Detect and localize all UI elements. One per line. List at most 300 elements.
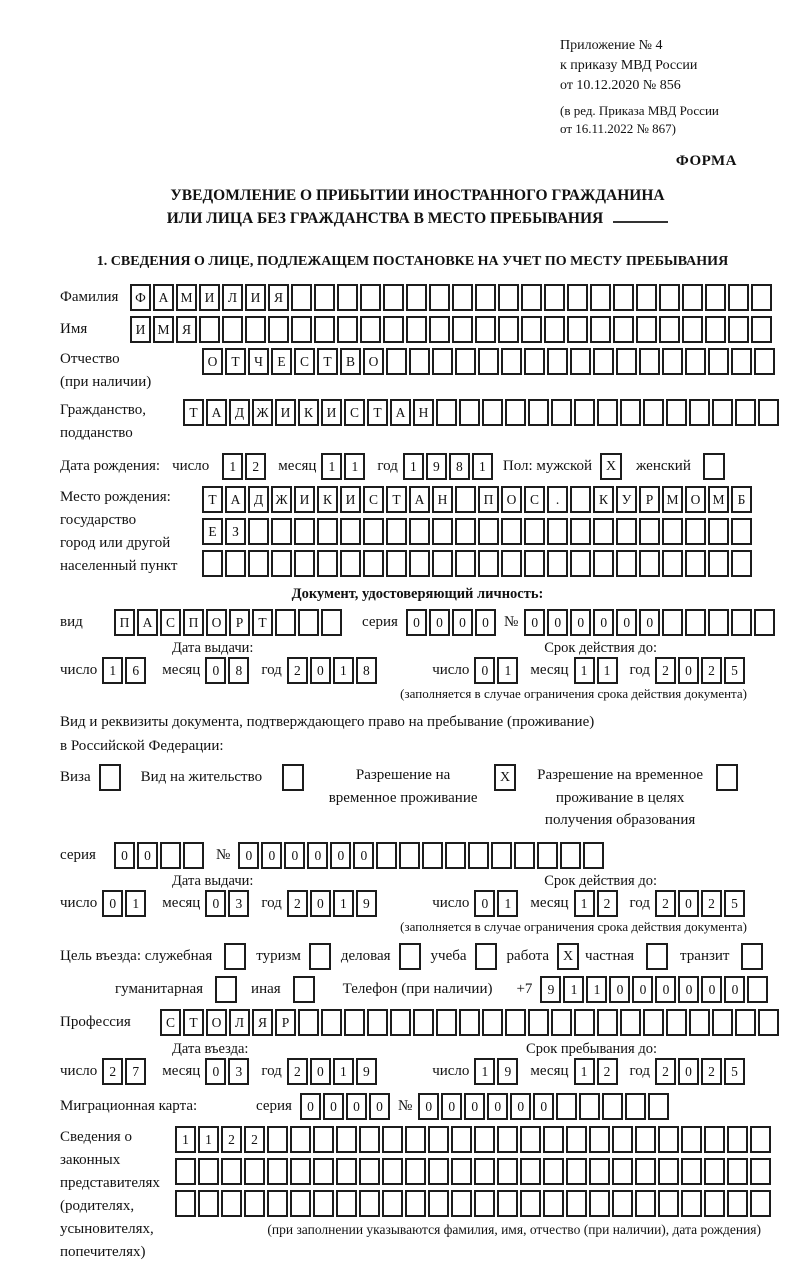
entry-year[interactable] — [287, 1058, 379, 1085]
char-cell[interactable] — [728, 316, 749, 343]
char-cell[interactable] — [505, 1009, 526, 1036]
char-cell[interactable] — [705, 284, 726, 311]
doc-valid-month[interactable] — [574, 657, 620, 684]
char-cell[interactable] — [198, 1158, 219, 1185]
char-cell[interactable]: 2 — [597, 1058, 618, 1085]
stay-issue-day[interactable] — [102, 890, 148, 917]
char-cell[interactable]: О — [206, 609, 227, 636]
char-cell[interactable] — [399, 842, 420, 869]
char-cell[interactable] — [754, 609, 775, 636]
stay-valid-year[interactable] — [655, 890, 747, 917]
char-cell[interactable] — [290, 1158, 311, 1185]
char-cell[interactable]: 0 — [346, 1093, 367, 1120]
stay-series-input[interactable] — [114, 842, 206, 869]
char-cell[interactable]: 0 — [300, 1093, 321, 1120]
char-cell[interactable]: . — [547, 486, 568, 513]
char-cell[interactable] — [451, 1158, 472, 1185]
stayuntil-year[interactable] — [655, 1058, 747, 1085]
char-cell[interactable]: О — [501, 486, 522, 513]
char-cell[interactable] — [750, 1158, 771, 1185]
char-cell[interactable] — [290, 1126, 311, 1153]
char-cell[interactable] — [382, 1190, 403, 1217]
char-cell[interactable]: Д — [229, 399, 250, 426]
char-cell[interactable] — [658, 1126, 679, 1153]
char-cell[interactable]: 1 — [574, 657, 595, 684]
char-cell[interactable] — [359, 1158, 380, 1185]
char-cell[interactable] — [405, 1126, 426, 1153]
purpose-official-checkbox[interactable] — [224, 943, 246, 970]
char-cell[interactable] — [521, 316, 542, 343]
char-cell[interactable] — [321, 1009, 342, 1036]
char-cell[interactable] — [428, 1126, 449, 1153]
char-cell[interactable]: П — [183, 609, 204, 636]
char-cell[interactable]: 1 — [222, 453, 243, 480]
char-cell[interactable]: 0 — [310, 890, 331, 917]
purpose-humanitarian-checkbox[interactable] — [215, 976, 237, 1003]
char-cell[interactable] — [459, 399, 480, 426]
char-cell[interactable] — [639, 348, 660, 375]
char-cell[interactable]: Ж — [271, 486, 292, 513]
visa-checkbox[interactable] — [99, 764, 121, 791]
char-cell[interactable]: 1 — [497, 657, 518, 684]
char-cell[interactable] — [406, 284, 427, 311]
char-cell[interactable]: Я — [252, 1009, 273, 1036]
char-cell[interactable] — [445, 842, 466, 869]
char-cell[interactable] — [336, 1158, 357, 1185]
char-cell[interactable] — [612, 1126, 633, 1153]
char-cell[interactable] — [482, 399, 503, 426]
purpose-transit-checkbox[interactable] — [741, 943, 763, 970]
char-cell[interactable]: 0 — [102, 890, 123, 917]
char-cell[interactable] — [314, 284, 335, 311]
legal-reps-row3[interactable] — [175, 1190, 773, 1217]
char-cell[interactable] — [175, 1158, 196, 1185]
char-cell[interactable]: 5 — [724, 890, 745, 917]
birthplace-input-row2[interactable] — [202, 518, 754, 545]
char-cell[interactable]: 0 — [261, 842, 282, 869]
char-cell[interactable] — [478, 518, 499, 545]
birth-month-input[interactable] — [321, 453, 367, 480]
char-cell[interactable] — [290, 1190, 311, 1217]
char-cell[interactable]: А — [409, 486, 430, 513]
char-cell[interactable] — [635, 1190, 656, 1217]
name-input[interactable] — [130, 316, 774, 343]
char-cell[interactable] — [432, 550, 453, 577]
char-cell[interactable] — [478, 348, 499, 375]
doc-issue-day[interactable] — [102, 657, 148, 684]
char-cell[interactable] — [514, 842, 535, 869]
char-cell[interactable]: 1 — [474, 1058, 495, 1085]
char-cell[interactable] — [556, 1093, 577, 1120]
char-cell[interactable]: Т — [202, 486, 223, 513]
stay-issue-year[interactable] — [287, 890, 379, 917]
char-cell[interactable] — [635, 1126, 656, 1153]
char-cell[interactable] — [363, 550, 384, 577]
char-cell[interactable]: 9 — [426, 453, 447, 480]
char-cell[interactable]: П — [478, 486, 499, 513]
char-cell[interactable] — [659, 316, 680, 343]
char-cell[interactable] — [248, 550, 269, 577]
char-cell[interactable] — [428, 1190, 449, 1217]
char-cell[interactable] — [639, 550, 660, 577]
char-cell[interactable] — [754, 348, 775, 375]
char-cell[interactable]: С — [160, 609, 181, 636]
char-cell[interactable]: К — [298, 399, 319, 426]
char-cell[interactable] — [429, 316, 450, 343]
char-cell[interactable] — [566, 1190, 587, 1217]
char-cell[interactable] — [428, 1158, 449, 1185]
char-cell[interactable] — [452, 316, 473, 343]
char-cell[interactable] — [455, 348, 476, 375]
char-cell[interactable] — [436, 1009, 457, 1036]
char-cell[interactable] — [451, 1190, 472, 1217]
char-cell[interactable]: 6 — [125, 657, 146, 684]
char-cell[interactable]: Н — [413, 399, 434, 426]
char-cell[interactable] — [382, 1158, 403, 1185]
char-cell[interactable]: 0 — [307, 842, 328, 869]
purpose-business-checkbox[interactable] — [399, 943, 421, 970]
char-cell[interactable]: Ж — [252, 399, 273, 426]
stay-issue-month[interactable] — [205, 890, 251, 917]
char-cell[interactable]: 2 — [655, 1058, 676, 1085]
char-cell[interactable] — [198, 1190, 219, 1217]
char-cell[interactable] — [712, 399, 733, 426]
char-cell[interactable]: 2 — [701, 1058, 722, 1085]
char-cell[interactable] — [570, 518, 591, 545]
char-cell[interactable] — [750, 1190, 771, 1217]
char-cell[interactable]: О — [202, 348, 223, 375]
char-cell[interactable]: 1 — [102, 657, 123, 684]
char-cell[interactable] — [359, 1190, 380, 1217]
char-cell[interactable]: 0 — [238, 842, 259, 869]
char-cell[interactable]: 0 — [205, 657, 226, 684]
char-cell[interactable] — [662, 348, 683, 375]
char-cell[interactable]: Т — [183, 1009, 204, 1036]
char-cell[interactable] — [405, 1190, 426, 1217]
char-cell[interactable]: 0 — [475, 609, 496, 636]
char-cell[interactable]: 0 — [547, 609, 568, 636]
char-cell[interactable] — [336, 1126, 357, 1153]
char-cell[interactable] — [475, 316, 496, 343]
char-cell[interactable] — [612, 1190, 633, 1217]
char-cell[interactable] — [267, 1158, 288, 1185]
char-cell[interactable]: 0 — [655, 976, 676, 1003]
char-cell[interactable]: 0 — [137, 842, 158, 869]
char-cell[interactable] — [468, 842, 489, 869]
purpose-tourism-checkbox[interactable] — [309, 943, 331, 970]
char-cell[interactable] — [648, 1093, 669, 1120]
char-cell[interactable] — [616, 518, 637, 545]
char-cell[interactable]: 0 — [114, 842, 135, 869]
char-cell[interactable] — [294, 550, 315, 577]
char-cell[interactable] — [313, 1158, 334, 1185]
char-cell[interactable] — [344, 1009, 365, 1036]
char-cell[interactable] — [360, 316, 381, 343]
char-cell[interactable]: Т — [183, 399, 204, 426]
char-cell[interactable]: Ч — [248, 348, 269, 375]
char-cell[interactable] — [728, 284, 749, 311]
char-cell[interactable] — [747, 976, 768, 1003]
char-cell[interactable]: 0 — [593, 609, 614, 636]
char-cell[interactable] — [501, 550, 522, 577]
char-cell[interactable]: Р — [229, 609, 250, 636]
char-cell[interactable] — [317, 518, 338, 545]
char-cell[interactable] — [521, 284, 542, 311]
char-cell[interactable] — [704, 1126, 725, 1153]
char-cell[interactable] — [708, 348, 729, 375]
char-cell[interactable] — [244, 1158, 265, 1185]
male-checkbox[interactable]: X — [600, 453, 622, 480]
char-cell[interactable]: Т — [252, 609, 273, 636]
char-cell[interactable] — [570, 348, 591, 375]
char-cell[interactable] — [574, 399, 595, 426]
char-cell[interactable] — [625, 1093, 646, 1120]
char-cell[interactable] — [658, 1158, 679, 1185]
char-cell[interactable] — [597, 1009, 618, 1036]
char-cell[interactable]: 0 — [678, 890, 699, 917]
char-cell[interactable] — [685, 609, 706, 636]
char-cell[interactable] — [662, 550, 683, 577]
char-cell[interactable]: Т — [367, 399, 388, 426]
char-cell[interactable] — [271, 518, 292, 545]
char-cell[interactable] — [636, 284, 657, 311]
char-cell[interactable] — [682, 284, 703, 311]
char-cell[interactable] — [474, 1158, 495, 1185]
char-cell[interactable] — [267, 1190, 288, 1217]
char-cell[interactable] — [567, 316, 588, 343]
birth-year-input[interactable] — [403, 453, 495, 480]
char-cell[interactable]: А — [225, 486, 246, 513]
char-cell[interactable] — [566, 1158, 587, 1185]
legal-reps-row1[interactable] — [175, 1126, 773, 1153]
surname-input[interactable] — [130, 284, 774, 311]
char-cell[interactable]: Р — [639, 486, 660, 513]
char-cell[interactable] — [589, 1158, 610, 1185]
char-cell[interactable]: 0 — [441, 1093, 462, 1120]
char-cell[interactable] — [248, 518, 269, 545]
char-cell[interactable]: 9 — [540, 976, 561, 1003]
char-cell[interactable]: 2 — [701, 890, 722, 917]
char-cell[interactable] — [455, 550, 476, 577]
char-cell[interactable] — [291, 284, 312, 311]
char-cell[interactable] — [639, 518, 660, 545]
char-cell[interactable] — [704, 1190, 725, 1217]
char-cell[interactable]: Е — [202, 518, 223, 545]
char-cell[interactable]: 0 — [678, 976, 699, 1003]
char-cell[interactable] — [386, 550, 407, 577]
char-cell[interactable] — [524, 518, 545, 545]
char-cell[interactable] — [547, 518, 568, 545]
doc-issue-year[interactable] — [287, 657, 379, 684]
char-cell[interactable]: 2 — [287, 1058, 308, 1085]
char-cell[interactable] — [643, 399, 664, 426]
char-cell[interactable]: 2 — [245, 453, 266, 480]
char-cell[interactable] — [612, 1158, 633, 1185]
char-cell[interactable] — [636, 316, 657, 343]
char-cell[interactable] — [222, 316, 243, 343]
char-cell[interactable] — [758, 1009, 779, 1036]
char-cell[interactable] — [422, 842, 443, 869]
char-cell[interactable]: 0 — [487, 1093, 508, 1120]
char-cell[interactable] — [751, 284, 772, 311]
char-cell[interactable]: 0 — [353, 842, 374, 869]
legal-reps-row2[interactable] — [175, 1158, 773, 1185]
char-cell[interactable]: Д — [248, 486, 269, 513]
char-cell[interactable]: 2 — [287, 657, 308, 684]
char-cell[interactable] — [544, 316, 565, 343]
char-cell[interactable]: Т — [225, 348, 246, 375]
char-cell[interactable] — [708, 550, 729, 577]
char-cell[interactable]: Н — [432, 486, 453, 513]
char-cell[interactable]: 1 — [403, 453, 424, 480]
char-cell[interactable]: 0 — [724, 976, 745, 1003]
char-cell[interactable]: 0 — [418, 1093, 439, 1120]
char-cell[interactable]: 0 — [205, 1058, 226, 1085]
char-cell[interactable]: 5 — [724, 1058, 745, 1085]
char-cell[interactable] — [666, 1009, 687, 1036]
temp-residence-edu-checkbox[interactable] — [716, 764, 738, 791]
char-cell[interactable] — [321, 609, 342, 636]
char-cell[interactable] — [360, 284, 381, 311]
char-cell[interactable] — [405, 1158, 426, 1185]
char-cell[interactable]: 1 — [198, 1126, 219, 1153]
char-cell[interactable]: Л — [222, 284, 243, 311]
char-cell[interactable] — [685, 348, 706, 375]
char-cell[interactable] — [685, 518, 706, 545]
char-cell[interactable] — [409, 518, 430, 545]
char-cell[interactable]: Ф — [130, 284, 151, 311]
char-cell[interactable] — [317, 550, 338, 577]
char-cell[interactable] — [271, 550, 292, 577]
char-cell[interactable]: 0 — [533, 1093, 554, 1120]
char-cell[interactable] — [451, 1126, 472, 1153]
char-cell[interactable]: Т — [386, 486, 407, 513]
char-cell[interactable]: 0 — [609, 976, 630, 1003]
char-cell[interactable] — [432, 348, 453, 375]
char-cell[interactable] — [543, 1126, 564, 1153]
char-cell[interactable]: 1 — [597, 657, 618, 684]
char-cell[interactable]: О — [363, 348, 384, 375]
char-cell[interactable] — [244, 1190, 265, 1217]
char-cell[interactable]: У — [616, 486, 637, 513]
char-cell[interactable]: Т — [317, 348, 338, 375]
char-cell[interactable] — [363, 518, 384, 545]
stay-valid-month[interactable] — [574, 890, 620, 917]
char-cell[interactable] — [455, 486, 476, 513]
char-cell[interactable] — [291, 316, 312, 343]
char-cell[interactable] — [337, 316, 358, 343]
char-cell[interactable]: И — [321, 399, 342, 426]
char-cell[interactable] — [406, 316, 427, 343]
char-cell[interactable]: 0 — [452, 609, 473, 636]
char-cell[interactable]: 0 — [464, 1093, 485, 1120]
char-cell[interactable] — [659, 284, 680, 311]
char-cell[interactable]: 9 — [356, 1058, 377, 1085]
stayuntil-month[interactable] — [574, 1058, 620, 1085]
char-cell[interactable] — [543, 1190, 564, 1217]
char-cell[interactable] — [662, 518, 683, 545]
char-cell[interactable] — [359, 1126, 380, 1153]
char-cell[interactable] — [750, 1126, 771, 1153]
char-cell[interactable] — [574, 1009, 595, 1036]
char-cell[interactable] — [583, 842, 604, 869]
char-cell[interactable] — [579, 1093, 600, 1120]
char-cell[interactable] — [731, 348, 752, 375]
char-cell[interactable] — [491, 842, 512, 869]
char-cell[interactable]: 0 — [310, 1058, 331, 1085]
char-cell[interactable]: Е — [271, 348, 292, 375]
char-cell[interactable]: 2 — [102, 1058, 123, 1085]
char-cell[interactable] — [708, 518, 729, 545]
char-cell[interactable]: 2 — [701, 657, 722, 684]
char-cell[interactable]: 1 — [321, 453, 342, 480]
char-cell[interactable] — [593, 348, 614, 375]
char-cell[interactable] — [475, 284, 496, 311]
char-cell[interactable]: 1 — [563, 976, 584, 1003]
char-cell[interactable] — [613, 284, 634, 311]
char-cell[interactable] — [459, 1009, 480, 1036]
char-cell[interactable] — [593, 518, 614, 545]
mc-series-input[interactable] — [300, 1093, 392, 1120]
char-cell[interactable] — [597, 399, 618, 426]
char-cell[interactable]: 8 — [449, 453, 470, 480]
char-cell[interactable]: 2 — [244, 1126, 265, 1153]
purpose-study-checkbox[interactable] — [475, 943, 497, 970]
char-cell[interactable]: В — [340, 348, 361, 375]
char-cell[interactable]: С — [294, 348, 315, 375]
char-cell[interactable] — [567, 284, 588, 311]
char-cell[interactable]: 2 — [221, 1126, 242, 1153]
char-cell[interactable] — [613, 316, 634, 343]
char-cell[interactable]: С — [160, 1009, 181, 1036]
char-cell[interactable]: З — [225, 518, 246, 545]
char-cell[interactable] — [704, 1158, 725, 1185]
char-cell[interactable] — [712, 1009, 733, 1036]
char-cell[interactable] — [689, 1009, 710, 1036]
char-cell[interactable]: 1 — [574, 1058, 595, 1085]
female-checkbox[interactable] — [703, 453, 725, 480]
phone-input[interactable] — [540, 976, 770, 1003]
char-cell[interactable]: 0 — [429, 609, 450, 636]
char-cell[interactable] — [635, 1158, 656, 1185]
char-cell[interactable] — [731, 518, 752, 545]
char-cell[interactable] — [643, 1009, 664, 1036]
residence-permit-checkbox[interactable] — [282, 764, 304, 791]
char-cell[interactable] — [225, 550, 246, 577]
char-cell[interactable] — [382, 1126, 403, 1153]
char-cell[interactable] — [616, 348, 637, 375]
char-cell[interactable]: 0 — [284, 842, 305, 869]
char-cell[interactable]: 2 — [655, 657, 676, 684]
char-cell[interactable]: К — [593, 486, 614, 513]
char-cell[interactable] — [735, 399, 756, 426]
char-cell[interactable]: М — [153, 316, 174, 343]
char-cell[interactable] — [340, 550, 361, 577]
char-cell[interactable] — [524, 550, 545, 577]
char-cell[interactable]: Л — [229, 1009, 250, 1036]
char-cell[interactable] — [497, 1126, 518, 1153]
char-cell[interactable]: И — [199, 284, 220, 311]
char-cell[interactable] — [543, 1158, 564, 1185]
char-cell[interactable]: 1 — [586, 976, 607, 1003]
temp-residence-checkbox[interactable]: X — [494, 764, 516, 791]
doc-valid-day[interactable] — [474, 657, 520, 684]
char-cell[interactable] — [666, 399, 687, 426]
doc-valid-year[interactable] — [655, 657, 747, 684]
char-cell[interactable]: 9 — [356, 890, 377, 917]
char-cell[interactable] — [727, 1190, 748, 1217]
char-cell[interactable] — [689, 399, 710, 426]
